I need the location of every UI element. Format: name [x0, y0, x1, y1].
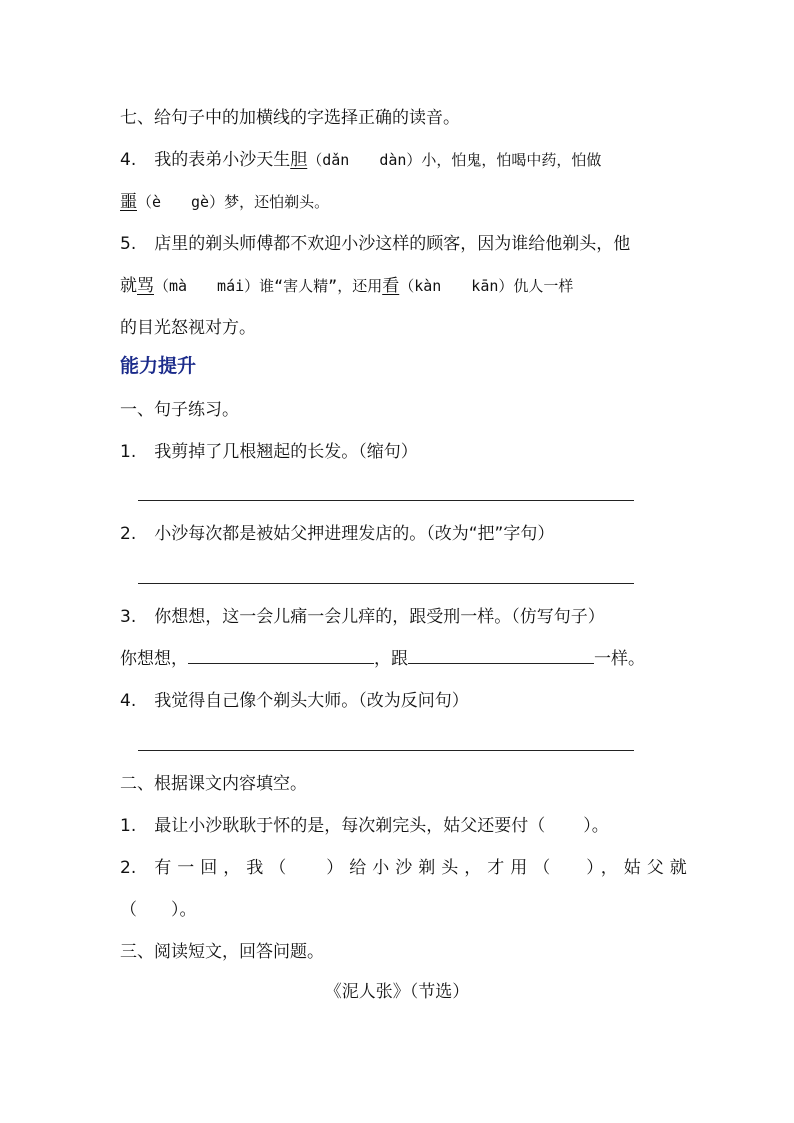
- underlined-char: 骂: [137, 276, 154, 296]
- answer-line-2[interactable]: [138, 583, 634, 584]
- answer-line-4[interactable]: [138, 750, 634, 751]
- text: 店里的剃头师傅都不欢迎小沙这样的顾客，因为谁给他剃头，他: [154, 234, 631, 254]
- exercise-3-fill: [120, 647, 645, 671]
- text: 我觉得自己像个剃头大师。（改为反问句）: [154, 691, 469, 711]
- exercise-4: [120, 689, 469, 713]
- exercise-3: [120, 605, 605, 629]
- q-number: 2.: [120, 858, 137, 878]
- text: 你想想，: [120, 649, 188, 669]
- text: ）。: [583, 816, 609, 836]
- q-number: 5.: [120, 234, 137, 254]
- text: ）。: [171, 900, 197, 920]
- q-number: 4.: [120, 150, 137, 170]
- q-number: 3.: [120, 607, 137, 627]
- text: 就: [120, 276, 137, 296]
- text: 有一回，我（: [154, 858, 293, 878]
- text: ，跟: [374, 649, 408, 669]
- text: ）给小沙剃头，才用（: [326, 858, 557, 878]
- pinyin-options: （dǎn dàn）小，怕鬼，怕喝中药，怕做: [307, 151, 602, 169]
- q7-4-line1: [120, 148, 601, 172]
- text: 你想想，这一会儿痛一会儿痒的，跟受刑一样。（仿写句子）: [154, 607, 605, 627]
- passage-title: 《泥人张》（节选）: [324, 982, 470, 1002]
- part2-title: 二、根据课文内容填空。: [120, 774, 307, 794]
- section7-title: 七、给句子中的加横线的字选择正确的读音。: [120, 108, 460, 128]
- underlined-char: 胆: [290, 150, 308, 170]
- q-number: 2.: [120, 524, 137, 544]
- exercise-2: [120, 522, 554, 546]
- pinyin-options: （kàn kān）仇人一样: [399, 277, 574, 295]
- text: 最让小沙耿耿于怀的是，每次剃完头，姑父还要付（: [154, 816, 546, 836]
- pinyin-options: （è gè）梦，还怕剃头。: [137, 193, 330, 211]
- q7-5-line3: 的目光怒视对方。: [120, 318, 256, 338]
- q7-4-line2: [120, 190, 329, 214]
- q-number: 4.: [120, 691, 137, 711]
- answer-line-1[interactable]: [138, 500, 634, 501]
- underlined-char: 看: [382, 276, 400, 296]
- text: 小沙每次都是被姑父押进理发店的。（改为“把”字句）: [154, 524, 555, 544]
- q7-5-line1: [120, 232, 630, 256]
- text: 我剪掉了几根翘起的长发。（缩句）: [154, 442, 418, 462]
- fill-2: [120, 856, 693, 880]
- ability-heading: 能力提升: [120, 355, 197, 377]
- q7-5-line2: [120, 274, 573, 298]
- text: 我的表弟小沙天生: [154, 150, 291, 170]
- q-number: 1.: [120, 442, 137, 462]
- underlined-char: 噩: [120, 192, 137, 212]
- exercise-1: [120, 440, 418, 464]
- fill-1: [120, 814, 609, 838]
- text: ），姑父就: [586, 858, 693, 878]
- blank-1[interactable]: [188, 647, 374, 664]
- text: （: [120, 900, 137, 920]
- fill-2-cont: [120, 898, 197, 922]
- text: 一样。: [594, 649, 645, 669]
- part3-title: 三、阅读短文，回答问题。: [120, 942, 324, 962]
- pinyin-options: （mà mái）谁“害人精”，还用: [154, 277, 383, 295]
- blank-2[interactable]: [408, 647, 594, 664]
- q-number: 1.: [120, 816, 137, 836]
- part1-title: 一、句子练习。: [120, 400, 239, 420]
